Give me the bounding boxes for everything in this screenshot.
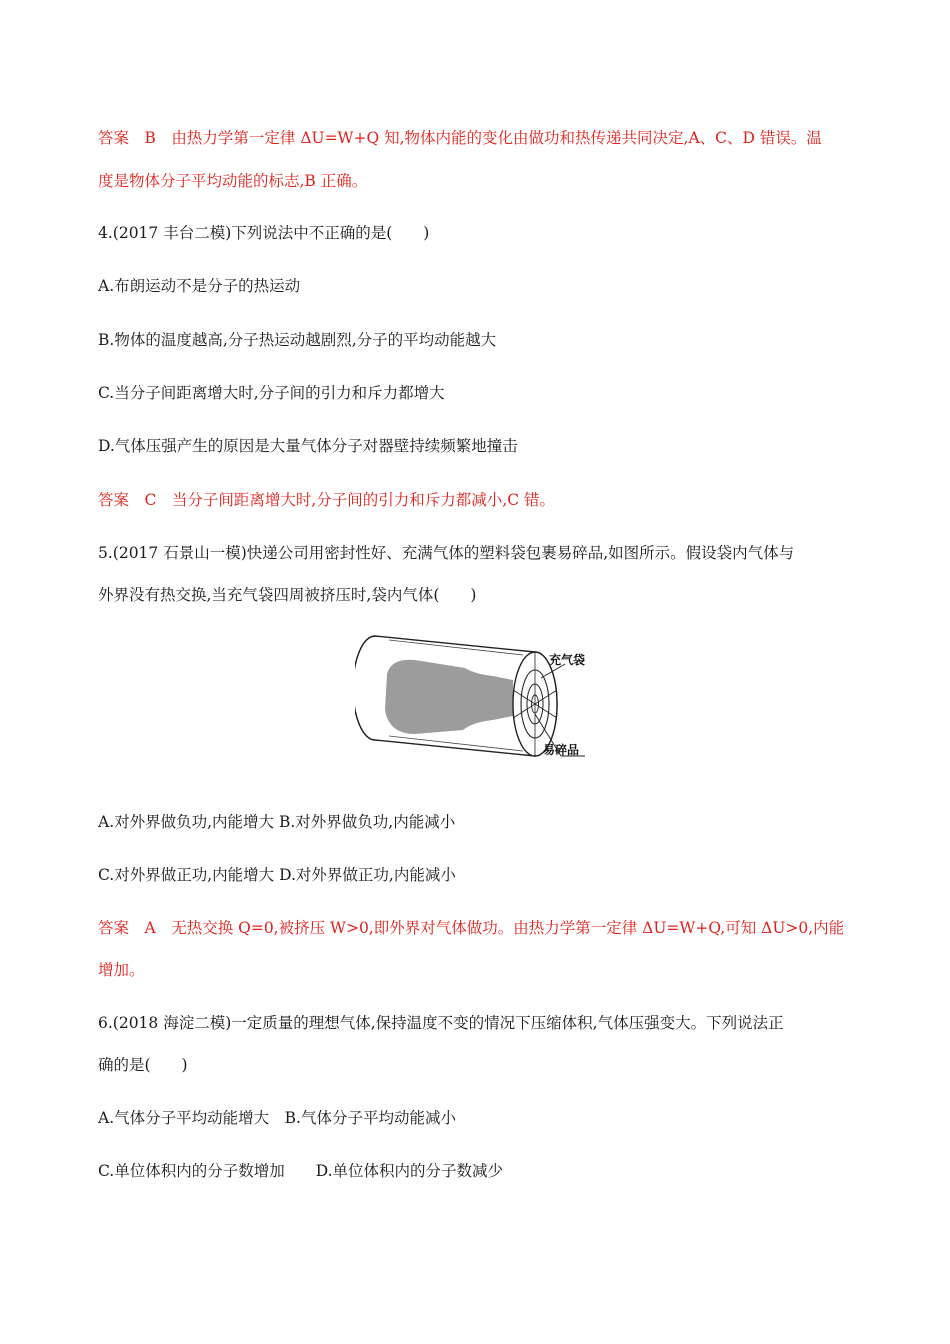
q5-stem-line-2: 外界没有热交换,当充气袋四周被挤压时,袋内气体( ): [98, 586, 477, 604]
q5-answer-line-2: 增加。: [98, 961, 145, 979]
q6-stem-line-1: 6.(2018 海淀二模)一定质量的理想气体,保持温度不变的情况下压缩体积,气体压强变大。下列说法正: [98, 1014, 784, 1032]
q6-options-ab: A.气体分子平均动能增大 B.气体分子平均动能减小: [98, 1109, 456, 1127]
label-fragile-item: 易碎品: [543, 743, 580, 757]
q6-options-cd: C.单位体积内的分子数增加 D.单位体积内的分子数减少: [98, 1162, 504, 1180]
q6-stem-line-2: 确的是( ): [98, 1056, 188, 1074]
q5-options-ab: A.对外界做负功,内能增大 B.对外界做负功,内能减小: [98, 813, 456, 831]
q4-stem: 4.(2017 丰台二模)下列说法中不正确的是( ): [98, 224, 430, 242]
q5-options-cd: C.对外界做正功,内能增大 D.对外界做正功,内能减小: [98, 866, 456, 884]
q4-answer: 答案 C 当分子间距离增大时,分子间的引力和斥力都减小,C 错。: [98, 491, 556, 509]
q4-option-a: A.布朗运动不是分子的热运动: [98, 277, 301, 295]
label-air-bag: 充气袋: [549, 653, 586, 667]
q4-option-d: D.气体压强产生的原因是大量气体分子对器壁持续频繁地撞击: [98, 437, 518, 455]
air-cushion-figure: [355, 630, 595, 770]
air-cushion-drawing: [355, 630, 595, 770]
q4-option-c: C.当分子间距离增大时,分子间的引力和斥力都增大: [98, 384, 445, 402]
q3-answer-line-1: 答案 B 由热力学第一定律 ΔU=W+Q 知,物体内能的变化由做功和热传递共同决定,A、C、D 错误。温: [98, 129, 822, 147]
q5-answer-line-1: 答案 A 无热交换 Q=0,被挤压 W>0,即外界对气体做功。由热力学第一定律 ΔU=W+Q,可知 ΔU>0,内能: [98, 919, 845, 937]
q4-option-b: B.物体的温度越高,分子热运动越剧烈,分子的平均动能越大: [98, 331, 497, 349]
q3-answer-line-2: 度是物体分子平均动能的标志,B 正确。: [98, 172, 368, 190]
q5-stem-line-1: 5.(2017 石景山一模)快递公司用密封性好、充满气体的塑料袋包裹易碎品,如图所示。假设袋内气体与: [98, 544, 795, 562]
